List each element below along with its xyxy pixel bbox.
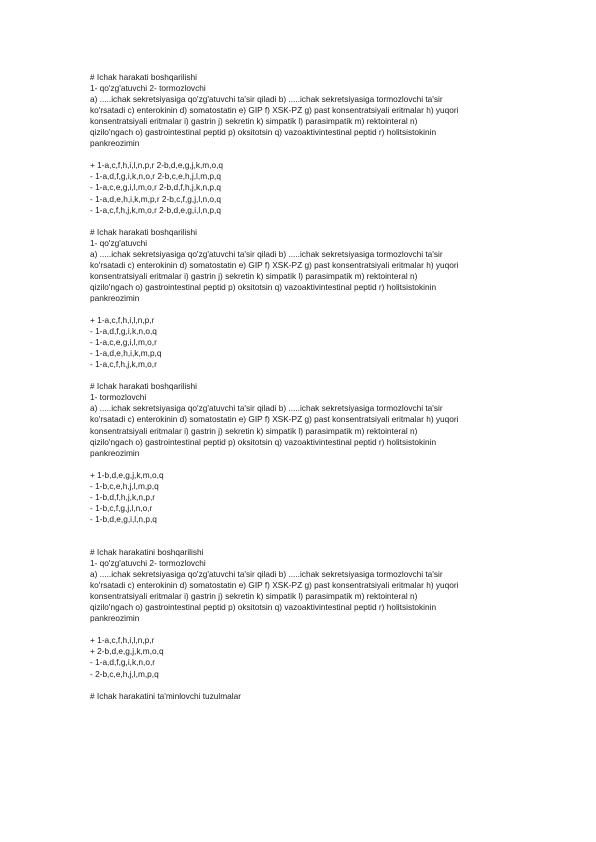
spacer [90,680,510,691]
question-text-line: konsentratsiyali eritmalar i) gastrin j) sekretin k) simpatik l) parasimpatik m) rektointeral n) [90,591,418,602]
answer-option: - 1-a,d,f,g,i,k,n,o,q [90,326,157,337]
question-text-line: konsentratsiyali eritmalar i) gastrin j) sekretin k) simpatik l) parasimpatik m) rektointeral n) [90,425,418,436]
answer-option: - 1-a,d,f,g,i,k,n,o,r 2-b,c,e,h,j,l,m,p,q [90,171,221,182]
answer-option: - 1-a,c,f,h,j,k,m,o,r [90,359,157,370]
question-text-line: qizilo'ngach o) gastrointestinal peptid p) oksitotsin q) vazoaktivintestinal peptid r) holitsistokinin [90,602,437,613]
answer-option: + 2-b,d,e,g,j,k,m,o,q [90,646,164,657]
question-text-line: pankreozimin [90,447,140,458]
final-heading: # Ichak harakatini ta'minlovchi tuzulmalar [90,690,241,701]
answer-option: - 1-b,d,e,g,i,l,n,p,q [90,513,157,524]
answer-option: - 1-a,d,f,g,i,k,n,o,r [90,657,156,668]
question-text-line: pankreozimin [90,138,140,149]
answer-option: - 1-b,c,e,h,j,l,m,p,q [90,480,159,491]
answer-option: - 1-a,c,e,g,i,l,m,o,r 2-b,d,f,h,j,k,n,p,q [90,182,221,193]
question-text-line: a) .....ichak sekretsiyasiga qo'zg'atuvchi ta'sir qiladi b) .....ichak sekretsiyasiga tormozlovchi ta'sir [90,94,443,105]
question-text-line: pankreozimin [90,613,140,624]
question-text-line: pankreozimin [90,292,140,303]
question-heading: # Ichak harakati boshqarilishi [90,226,197,237]
question-text-line: ko'rsatadi c) enterokinin d) somatostatin e) GIP f) XSK-PZ g) past konsentratsiyali eritmalar h) yuqori [90,580,459,591]
answer-option: + 1-a,c,f,h,i,l,n,p,r 2-b,d,e,g,j,k,m,o,q [90,160,224,171]
question-block [90,547,510,680]
question-heading: # Ichak harakati boshqarilishi [90,381,197,392]
question-heading: # Ichak harakati boshqarilishi [90,72,197,82]
spacer [90,624,510,635]
answer-option: - 1-a,c,e,g,i,l,m,o,r [90,337,157,348]
question-text-line: qizilo'ngach o) gastrointestinal peptid p) oksitotsin q) vazoaktivintestinal peptid r) holitsistokinin [90,436,437,447]
spacer [90,304,510,315]
question-text-line: ko'rsatadi c) enterokinin d) somatostatin e) GIP f) XSK-PZ g) past konsentratsiyali eritmalar h) yuqori [90,105,459,116]
question-subtitle: 1- qo'zg'atuvchi 2- tormozlovchi [90,558,206,569]
answer-option: + 1-b,d,e,g,j,k,m,o,q [90,469,164,480]
question-text-line: ko'rsatadi c) enterokinin d) somatostatin e) GIP f) XSK-PZ g) past konsentratsiyali eritmalar h) yuqori [90,259,459,270]
answer-option: - 2-b,c,e,h,j,l,m,p,q [90,668,159,679]
question-subtitle: 1- qo'zg'atuvchi 2- tormozlovchi [90,83,206,94]
question-text-line: konsentratsiyali eritmalar i) gastrin j) sekretin k) simpatik l) parasimpatik m) rektointeral n) [90,116,418,127]
question-block [90,381,510,525]
answer-option: - 1-a,c,f,h,j,k,m,o,r 2-b,d,e,g,i,l,n,p,q [90,204,221,215]
answer-option: + 1-a,c,f,h,i,l,n,p,r [90,635,155,646]
question-text-line: qizilo'ngach o) gastrointestinal peptid p) oksitotsin q) vazoaktivintestinal peptid r) holitsistokinin [90,281,437,292]
answer-option: + 1-a,c,f,h,i,l,n,p,r [90,315,155,326]
answer-option: - 1-b,d,f,h,j,k,n,p,r [90,491,156,502]
spacer [90,459,510,470]
question-text-line: ko'rsatadi c) enterokinin d) somatostatin e) GIP f) XSK-PZ g) past konsentratsiyali eritmalar h) yuqori [90,414,459,425]
question-block [90,227,510,371]
answer-option: - 1-b,c,f,g,j,l,n,o,r [90,502,153,513]
spacer [90,370,510,381]
question-heading: # Ichak harakatini boshqarilishi [90,547,204,558]
spacer [90,525,510,547]
document-content [90,72,510,702]
answer-option: - 1-a,d,e,h,i,k,m,p,q [90,348,162,359]
spacer [90,216,510,227]
question-text-line: a) .....ichak sekretsiyasiga qo'zg'atuvchi ta'sir qiladi b) .....ichak sekretsiyasiga tormozlovchi ta'sir [90,403,443,414]
question-subtitle: 1- qo'zg'atuvchi [90,237,148,248]
question-subtitle: 1- tormozlovchi [90,392,147,403]
spacer [90,149,510,160]
question-text-line: qizilo'ngach o) gastrointestinal peptid p) oksitotsin q) vazoaktivintestinal peptid r) holitsistokinin [90,127,437,138]
answer-option: - 1-a,d,e,h,i,k,m,p,r 2-b,c,f,g,j,l,n,o,q [90,193,221,204]
question-text-line: a) .....ichak sekretsiyasiga qo'zg'atuvchi ta'sir qiladi b) .....ichak sekretsiyasiga tormozlovchi ta'sir [90,248,443,259]
question-block [90,72,510,216]
question-text-line: a) .....ichak sekretsiyasiga qo'zg'atuvchi ta'sir qiladi b) .....ichak sekretsiyasiga tormozlovchi ta'sir [90,569,443,580]
question-text-line: konsentratsiyali eritmalar i) gastrin j) sekretin k) simpatik l) parasimpatik m) rektointeral n) [90,270,418,281]
